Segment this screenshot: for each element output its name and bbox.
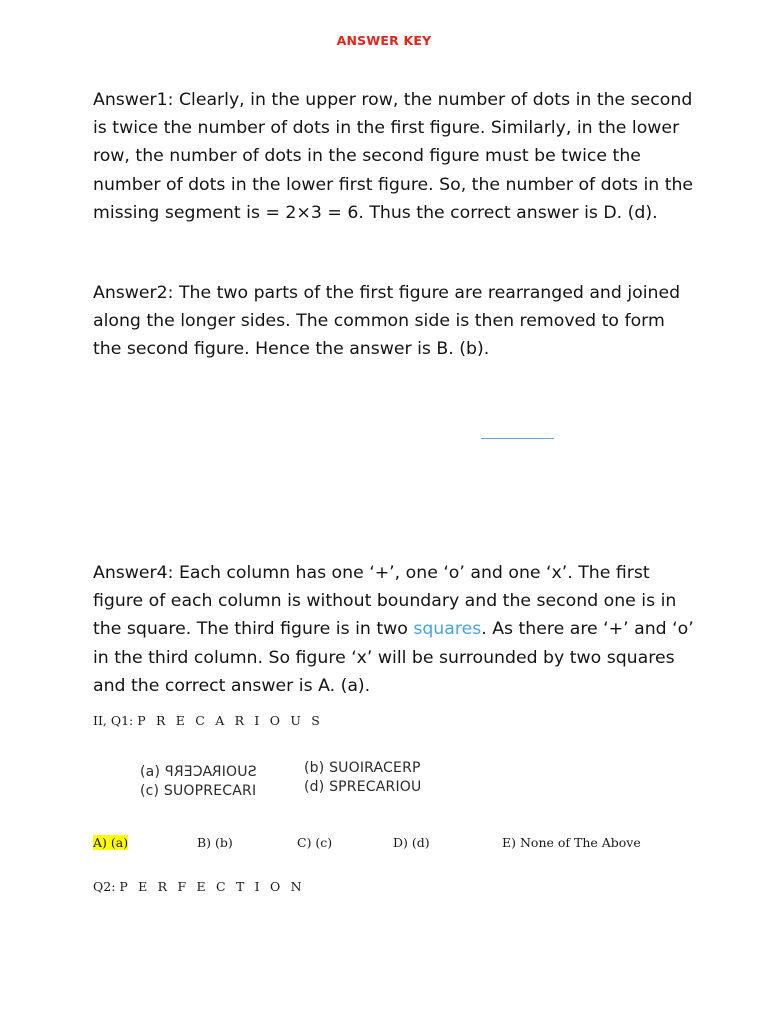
- answer4-line: [93, 615, 693, 643]
- choice-b: B) (b): [197, 835, 233, 850]
- option-d-label: (d): [304, 779, 325, 795]
- choice-e: E) None of The Above: [502, 835, 641, 850]
- question1-word: P R E C A R I O U S: [137, 713, 324, 728]
- choice-a-highlighted: A) (a): [93, 835, 129, 850]
- option-a: [140, 764, 256, 780]
- answer2-line: Answer2: The two parts of the first figure are rearranged and joined: [93, 283, 681, 303]
- option-a-text: SUOIRACERP: [164, 764, 257, 780]
- option-b: [304, 760, 421, 776]
- answer2-paragraph: [93, 279, 693, 364]
- question2-heading: [93, 879, 305, 894]
- question1-options-image: [138, 755, 432, 805]
- option-c: [140, 783, 256, 799]
- option-d-text: SPRECARIOU: [329, 779, 422, 795]
- question2-word: P E R F E C T I O N: [119, 879, 305, 894]
- answer1-line: Answer1: Clearly, in the upper row, the number of dots in the second: [93, 90, 693, 110]
- hyperlink-underline[interactable]: [481, 438, 554, 439]
- choice-d: D) (d): [393, 835, 430, 850]
- question1-heading: [93, 713, 323, 728]
- answer1-line: row, the number of dots in the second figure must be twice the: [93, 146, 641, 167]
- answer1-line: number of dots in the lower first figure. So, the number of dots in the: [93, 174, 694, 195]
- option-b-label: (b): [304, 760, 325, 776]
- answer1-line: missing segment is = 2×3 = 6. Thus the correct answer is D. (d).: [93, 202, 658, 223]
- question1-prefix: II, Q1:: [93, 713, 138, 728]
- option-a-label: (a): [140, 764, 161, 780]
- answer1-line: is twice the number of dots in the first figure. Similarly, in the lower: [93, 118, 680, 139]
- answer2-line: the second figure. Hence the answer is B. (b).: [93, 339, 490, 360]
- answer4-line: Answer4: Each column has one ‘+’, one ‘o’ and one ‘x’. The first: [93, 563, 650, 583]
- answer4-text: . As there are ‘+’ and ‘o’: [481, 619, 694, 640]
- option-d: [304, 779, 421, 795]
- answer4-line: and the correct answer is A. (a).: [93, 675, 371, 696]
- choice-c: C) (c): [297, 835, 333, 850]
- answer2-line: along the longer sides. The common side is then removed to form: [93, 311, 665, 332]
- option-c-text: SUOPRECARI: [163, 783, 257, 799]
- answer4-line: in the third column. So figure ‘x’ will be surrounded by two squares: [93, 647, 675, 668]
- page-title: ANSWER KEY: [336, 33, 432, 48]
- question2-prefix: Q2:: [93, 879, 120, 894]
- answer4-line: figure of each column is without boundary and the second one is in: [93, 591, 677, 612]
- option-c-label: (c): [140, 783, 160, 799]
- option-b-text: SUOIRACERP: [329, 760, 421, 776]
- answer1-paragraph: [93, 86, 693, 227]
- answer4-paragraph: [93, 559, 693, 700]
- squares-link[interactable]: squares: [413, 619, 482, 640]
- answer4-text: the square. The third figure is in two: [93, 619, 414, 640]
